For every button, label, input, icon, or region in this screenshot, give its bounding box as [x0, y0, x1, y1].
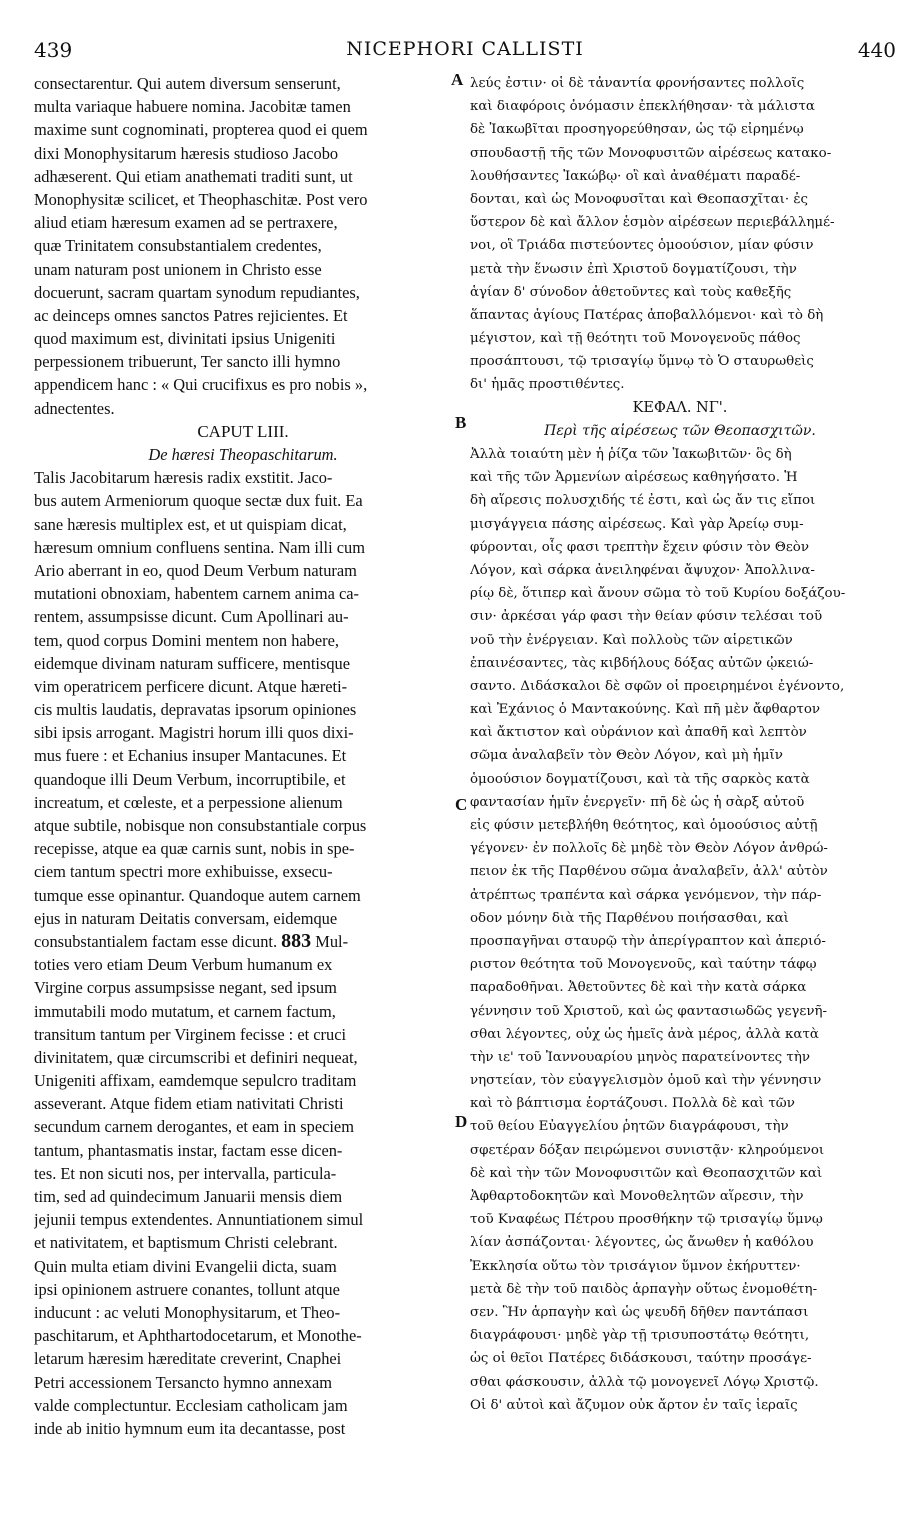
page-number-left: 439 — [34, 38, 73, 62]
text-line: tantum, phantasmatis instar, factam esse dicen- — [34, 1140, 343, 1160]
text-line: ἁγίαν δ' σύνοδον ἀθετοῦντες καὶ τοὺς καθεξῆς — [470, 284, 792, 300]
text-line: Ἀφθαρτοδοκητῶν καὶ Μονοθελητῶν αἵρεσιν, τὴν — [470, 1189, 804, 1204]
text-line: consectarentur. Qui autem diversum senserunt, — [34, 74, 341, 93]
text-line: ἅπαντας ἁγίους Πατέρας ἀποβαλλόμενοι· καὶ τὸ δὴ — [470, 307, 824, 323]
text-line: νοῦ τὴν ἐνέργειαν. Καὶ πολλοὺς τῶν αἱρετικῶν — [470, 632, 793, 648]
text-line: λουθήσαντες Ἰακώβῳ· οἳ καὶ ἀναθέματι παραδέ- — [470, 168, 801, 184]
text-line: νοι, οἳ Τριάδα πιστεύοντες ὁμοούσιον, μίαν φύσιν — [470, 238, 814, 254]
text-line: Virgine corpus assumpsisse negant, sed ipsum — [34, 978, 337, 998]
text-line: ciem tantum spectri more exhibuisse, exsecu- — [34, 862, 333, 882]
latin-body — [34, 466, 452, 930]
latin-column — [34, 72, 452, 1440]
text-line: quandoque illi Deum Verbum, incorruptibile, et — [34, 769, 346, 789]
text-line: εἰς φύσιν μετεβλήθη θεότητος, καὶ ὁμοούσιος αὐτῇ — [470, 818, 818, 833]
text-line: ipsi opinionem astruere conantes, tollunt atque — [34, 1279, 340, 1299]
latin-body-continued — [34, 953, 452, 1440]
text-line: δὴ αἵρεσις πολυσχιδής τέ ἐστι, καὶ ὡς ἄν τις εἴποι — [470, 493, 816, 509]
page-number-right: 440 — [857, 38, 896, 62]
text-line: Unigeniti affixam, eamdemque sepulcro traditam — [34, 1071, 357, 1091]
text-line: μετὰ τὴν ἕνωσιν ἐπὶ Χριστοῦ δογματίζουσι, τὴν — [470, 261, 797, 277]
text-line: ejus in naturam Deitatis conversam, eidemque — [34, 908, 338, 928]
margin-letter-d: D — [455, 1112, 468, 1131]
text-line: jejunii tempus extendentes. Annuntiationem simul — [34, 1210, 364, 1230]
text-line: παραδοθῆναι. Ἀθετοῦντες δὲ καὶ τὴν κατὰ σάρκα — [470, 980, 807, 996]
text-line: Petri accessionem Tersancto hymno annexam — [34, 1372, 333, 1392]
text-line: φύρονται, οἷς φασι τρεπτὴν ἔχειν φύσιν τὸν Θεὸν — [470, 539, 809, 555]
greek-intro — [470, 72, 890, 397]
text-line: mus fuere : et Echanius insuper Mantacunes. Et — [34, 746, 347, 766]
text-line: οδον μόνην διὰ τῆς Παρθένου ποιήσασθαι, καὶ — [470, 910, 789, 926]
text-line: δονται, καὶ ὡς Μονοφυσῖται καὶ Θεοπασχῖται· ἐς — [470, 191, 809, 207]
text-line: increatum, et cœleste, et a perpessione alienum — [34, 792, 343, 812]
text-line: adnectentes. — [34, 398, 115, 418]
text-line: προσπαγῆναι σταυρῷ τὴν ἀπερίγραπτον καὶ ἀπεριό- — [470, 933, 826, 949]
text-line: Ἐκκλησία οὕτω τὸν τρισάγιον ὕμνον ἐκήρυττεν· — [470, 1258, 801, 1274]
text-line-part: Mul- — [311, 931, 349, 951]
text-line: appendicem hanc : « Qui crucifixus es pro nobis », — [34, 375, 368, 395]
text-line: inducunt : ac veluti Monophysitarum, et Theo- — [34, 1302, 341, 1322]
text-line: sane hæresis multiplex est, et ut quispiam dicat, — [34, 514, 347, 534]
text-line: γέγονεν· ἐν πολλοῖς δὲ μηδὲ τὸν Θεὸν Λόγον ἀνθρώ- — [470, 841, 828, 857]
text-line: δὲ Ἰακωβῖται προσηγορεύθησαν, ὡς τῷ εἰρημένῳ — [470, 122, 804, 138]
text-line: aliud etiam hæresum examen ad se pertraxere, — [34, 213, 338, 233]
text-line: δι' ἡμᾶς προστιθέντες. — [470, 377, 625, 393]
text-line: rentem, assumpsisse dicunt. Cum Apollinari au- — [34, 607, 349, 627]
text-line: tumque esse opinantur. Quandoque autem carnem — [34, 885, 361, 905]
text-line: Λόγον, καὶ σάρκα ἀνειληφέναι ἄψυχον· Ἀπολλινα- — [470, 562, 815, 578]
text-line: Ἀλλὰ τοιαύτη μὲν ἡ ῥίζα τῶν Ἰακωβιτῶν· ὃς δὴ — [470, 447, 792, 462]
text-line: σπουδαστῇ τῆς τῶν Μονοφυσιτῶν αἱρέσεως κατακο- — [470, 145, 832, 161]
text-line: τοῦ θείου Εὐαγγελίου ῥητῶν διαγράφουσι, τὴν — [470, 1119, 789, 1135]
text-line: perpessionem tribuerunt, Ter sancto illi hymno — [34, 352, 341, 372]
text-line: cis multis laudatis, depravatas ipsorum opiniones — [34, 700, 357, 720]
text-line: λεύς ἐστιν· οἱ δὲ τἀναντία φρονήσαντες πολλοῖς — [470, 76, 805, 91]
text-line: φαντασίαν ἡμῖν ἐνεργεῖν· πῆ δὲ ὡς ἡ σὰρξ αὐτοῦ — [470, 794, 805, 810]
text-line: tim, sed ad quindecimum Januarii mensis diem — [34, 1187, 343, 1206]
text-line: σθαι λέγοντες, οὐχ ὡς ἡμεῖς ἀνὰ μέρος, ἀλλὰ κατὰ — [470, 1026, 819, 1042]
text-line: καὶ Ἐχάνιος ὁ Μαντακούνης. Καὶ πῆ μὲν ἄφθαρτον — [470, 702, 821, 718]
text-line: Οἱ δ' αὐτοὶ καὶ ἄζυμον οὐκ ἄρτον ἐν ταῖς ἱεραῖς — [470, 1397, 798, 1413]
text-line: et nativitatem, et baptismum Christi celebrant. — [34, 1233, 338, 1253]
text-line: καὶ τὸ βάπτισμα ἑορτάζουσι. Πολλὰ δὲ καὶ τῶν — [470, 1096, 795, 1112]
greek-column — [470, 72, 890, 1417]
text-line: eidemque divinam naturam sufficere, mentisque — [34, 653, 351, 673]
running-title: NICEPHORI CALLISTI — [346, 38, 584, 60]
latin-intro — [34, 72, 452, 420]
margin-letter-c: C — [455, 795, 468, 814]
margin-letter-b: B — [455, 413, 467, 432]
text-line: ὕστερον δὲ καὶ ἄλλον ἑσμὸν αἱρέσεων περιεβάλλημέ- — [470, 215, 835, 231]
text-line: multa variaque habuere nomina. Jacobitæ tamen — [34, 97, 351, 117]
text-line: μέγιστον, καὶ τῇ θεότητι τοῦ Μονογενοῦς πάθος — [470, 331, 801, 347]
text-line: letarum hæresim hæreditate creverint, Cnaphei — [34, 1349, 342, 1369]
text-line: vim operatricem perficere dicunt. Atque hæreti- — [34, 676, 348, 696]
text-line: προσάπτουσι, τῷ τρισαγίῳ ὕμνῳ τὸ Ὁ σταυρωθεὶς — [470, 354, 814, 370]
text-line: asseverant. Atque fidem etiam nativitati Christi — [34, 1094, 344, 1114]
text-line: bus autem Armeniorum quoque sectæ dux fuit. Ea — [34, 491, 363, 511]
text-line: tem, quod corpus Domini mentem non habere, — [34, 630, 339, 650]
text-line: ρίῳ δὲ, ὅτιπερ καὶ ἄνουν σῶμα τὸ τοῦ Κυρίου δοξάζου- — [470, 586, 846, 602]
text-line: νηστείαν, τὸν εὐαγγελισμὸν ὁμοῦ καὶ τὴν γέννησιν — [470, 1073, 822, 1089]
text-line: quæ Trinitatem consubstantialem credentes, — [34, 236, 322, 256]
page-header — [34, 38, 896, 66]
text-line: Quin multa etiam divini Evangelii dicta, suam — [34, 1256, 337, 1276]
text-line — [34, 930, 452, 953]
text-line: sibi ipsis arrogant. Magistri horum illi quos dixi- — [34, 723, 354, 743]
text-line: docuerunt, sacram quartam synodum repudiantes, — [34, 282, 360, 302]
text-line: καὶ διαφόροις ὀνόμασιν ἐπεκλήθησαν· τὰ μάλιστα — [470, 99, 815, 115]
text-line: διαγράφουσι· μηδὲ γὰρ τῇ τρισυποστάτῳ θεότητι, — [470, 1328, 810, 1344]
text-line: δὲ καὶ τὴν τῶν Μονοφυσιτῶν καὶ Θεοπασχιτῶν καὶ — [470, 1165, 823, 1181]
text-line: inde ab initio hymnum eum ita decantasse, post — [34, 1418, 346, 1438]
text-line: unam naturam post unionem in Christo esse — [34, 259, 322, 279]
text-line: ριστον θεότητα τοῦ Μονογενοῦς, καὶ ταύτην τάφῳ — [470, 957, 817, 973]
text-line: μισγάγγεια πάσης αἱρέσεως. Καὶ γὰρ Ἀρείῳ συμ- — [470, 516, 804, 532]
text-line: transitum tantum per Virginem fecisse : et cruci — [34, 1024, 347, 1044]
text-line: recepisse, atque ea quæ carnis sunt, nobis in spe- — [34, 839, 355, 859]
text-line: ὡς οἱ θεῖοι Πατέρες διδάσκουσι, ταύτην προσάγε- — [470, 1351, 812, 1367]
greek-body — [470, 443, 890, 1417]
text-line: σῶμα ἀναλαβεῖν τὸν Θεὸν Λόγον, καὶ μὴ ἡμῖν — [470, 748, 783, 764]
text-line: πειον ἐκ τῆς Παρθένου σῶμα ἀναλαβεῖν, ἀλλ' αὐτὸν — [470, 864, 828, 880]
text-line: dixi Monophysitarum hæresis studioso Jacobo — [34, 143, 339, 163]
text-line: paschitarum, et Aphthartodocetarum, et Monothe- — [34, 1326, 362, 1346]
greek-chapter-subtitle: Περὶ τῆς αἱρέσεως τῶν Θεοπασχιτῶν. — [544, 422, 816, 439]
text-line: σφετέραν δόξαν πειρώμενοι συνιστᾷν· κληρούμενοι — [470, 1142, 825, 1158]
latin-chapter-subtitle: De hæresi Theopaschitarum. — [148, 445, 338, 464]
text-line: καὶ ἄκτιστον καὶ οὐράνιον καὶ ἀπαθῆ καὶ λεπτὸν — [470, 725, 807, 741]
text-line: quod maximum est, divinitati ipsius Unigeniti — [34, 329, 336, 349]
text-line: ἀτρέπτως τραπέντα καὶ σάρκα γενόμενον, τὴν πάρ- — [470, 887, 822, 903]
text-line: Talis Jacobitarum hæresis radix exstitit. Jaco- — [34, 468, 333, 488]
text-line: Ario aberrant in eo, quod Deum Verbum naturam — [34, 560, 357, 580]
text-line: mutationi obnoxiam, habentem carnem anima ca- — [34, 584, 359, 604]
text-line: maxime sunt cognominati, propterea quod ei quem — [34, 120, 368, 140]
text-line: immutabili modo mutatum, et carnem factum, — [34, 1001, 336, 1021]
text-line: σθαι φάσκουσιν, ἀλλὰ τῷ μονογενεῖ Λόγῳ Χριστῷ. — [470, 1374, 819, 1390]
text-line: γέννησιν τοῦ Χριστοῦ, καὶ ὡς φαντασιωδῶς γεγενῆ- — [470, 1003, 828, 1019]
text-line: τοῦ Κναφέως Πέτρου προσθήκην τῷ τρισαγίῳ ὕμνῳ — [470, 1212, 823, 1228]
text-line: adhæserent. Qui etiam anathemati traditi sunt, ut — [34, 166, 353, 186]
text-line: σιν· ἀρκέσαι γάρ φασι τὴν θείαν φύσιν τελέσαι τοῦ — [470, 609, 823, 625]
text-line: secundum carnem derogantes, et eam in speciem — [34, 1117, 354, 1137]
text-line: σαντο. Διδάσκαλοι δὲ σφῶν οἱ προειρημένοι ἐγένοντο, — [470, 678, 845, 694]
greek-chapter-heading: ΚΕΦΑΛ. ΝΓ'. — [632, 399, 728, 416]
text-line-part: consubstantialem factam esse dicunt. — [34, 931, 282, 951]
text-line: μετὰ δὲ τὴν τοῦ παιδὸς ἁρπαγὴν οὕτως ἐνομοθέτη- — [470, 1281, 818, 1297]
text-line: toties vero etiam Deum Verbum humanum ex — [34, 955, 333, 975]
margin-letter-a: A — [451, 70, 464, 89]
latin-chapter-heading: CAPUT LIII. — [197, 421, 289, 441]
text-line: ὁμοούσιον δογματίζουσι, καὶ τὰ τῆς σαρκὸς κατὰ — [470, 771, 810, 787]
text-line: λίαν ἀσπάζονται· λέγοντες, ὡς ἄνωθεν ἡ καθόλου — [470, 1235, 814, 1251]
text-line: ἐπαινέσαντες, τὰς κιβδήλους δόξας αὐτῶν ᾠκειώ- — [470, 655, 814, 671]
text-line: valde complectuntur. Ecclesiam catholicam jam — [34, 1395, 348, 1415]
text-line: τὴν ιε' τοῦ Ἰαννουαρίου μηνὸς παρατείνοντες τὴν — [470, 1049, 810, 1065]
text-line: καὶ τῆς τῶν Ἀρμενίων αἱρέσεως καθηγήσατο. Ἡ — [470, 470, 798, 486]
column-number: 883 — [281, 929, 312, 952]
text-line: Monophysitæ scilicet, et Theophaschitæ. Post vero — [34, 189, 368, 209]
text-line: hæresum omnium confluens sentina. Nam illi cum — [34, 537, 365, 557]
text-line: σεν. Ἣν ἁρπαγὴν καὶ ὡς ψευδῆ δῆθεν παντάπασι — [470, 1304, 809, 1320]
text-line: divinitatem, quæ circumscribi et definiri nequeat, — [34, 1047, 358, 1067]
text-line: atque subtile, nobisque non consubstantiale corpus — [34, 816, 367, 835]
text-line: ac deinceps omnes sanctos Patres rejicientes. Et — [34, 305, 348, 325]
text-line: tes. Et non sicuti nos, per intervalla, particula- — [34, 1163, 337, 1183]
